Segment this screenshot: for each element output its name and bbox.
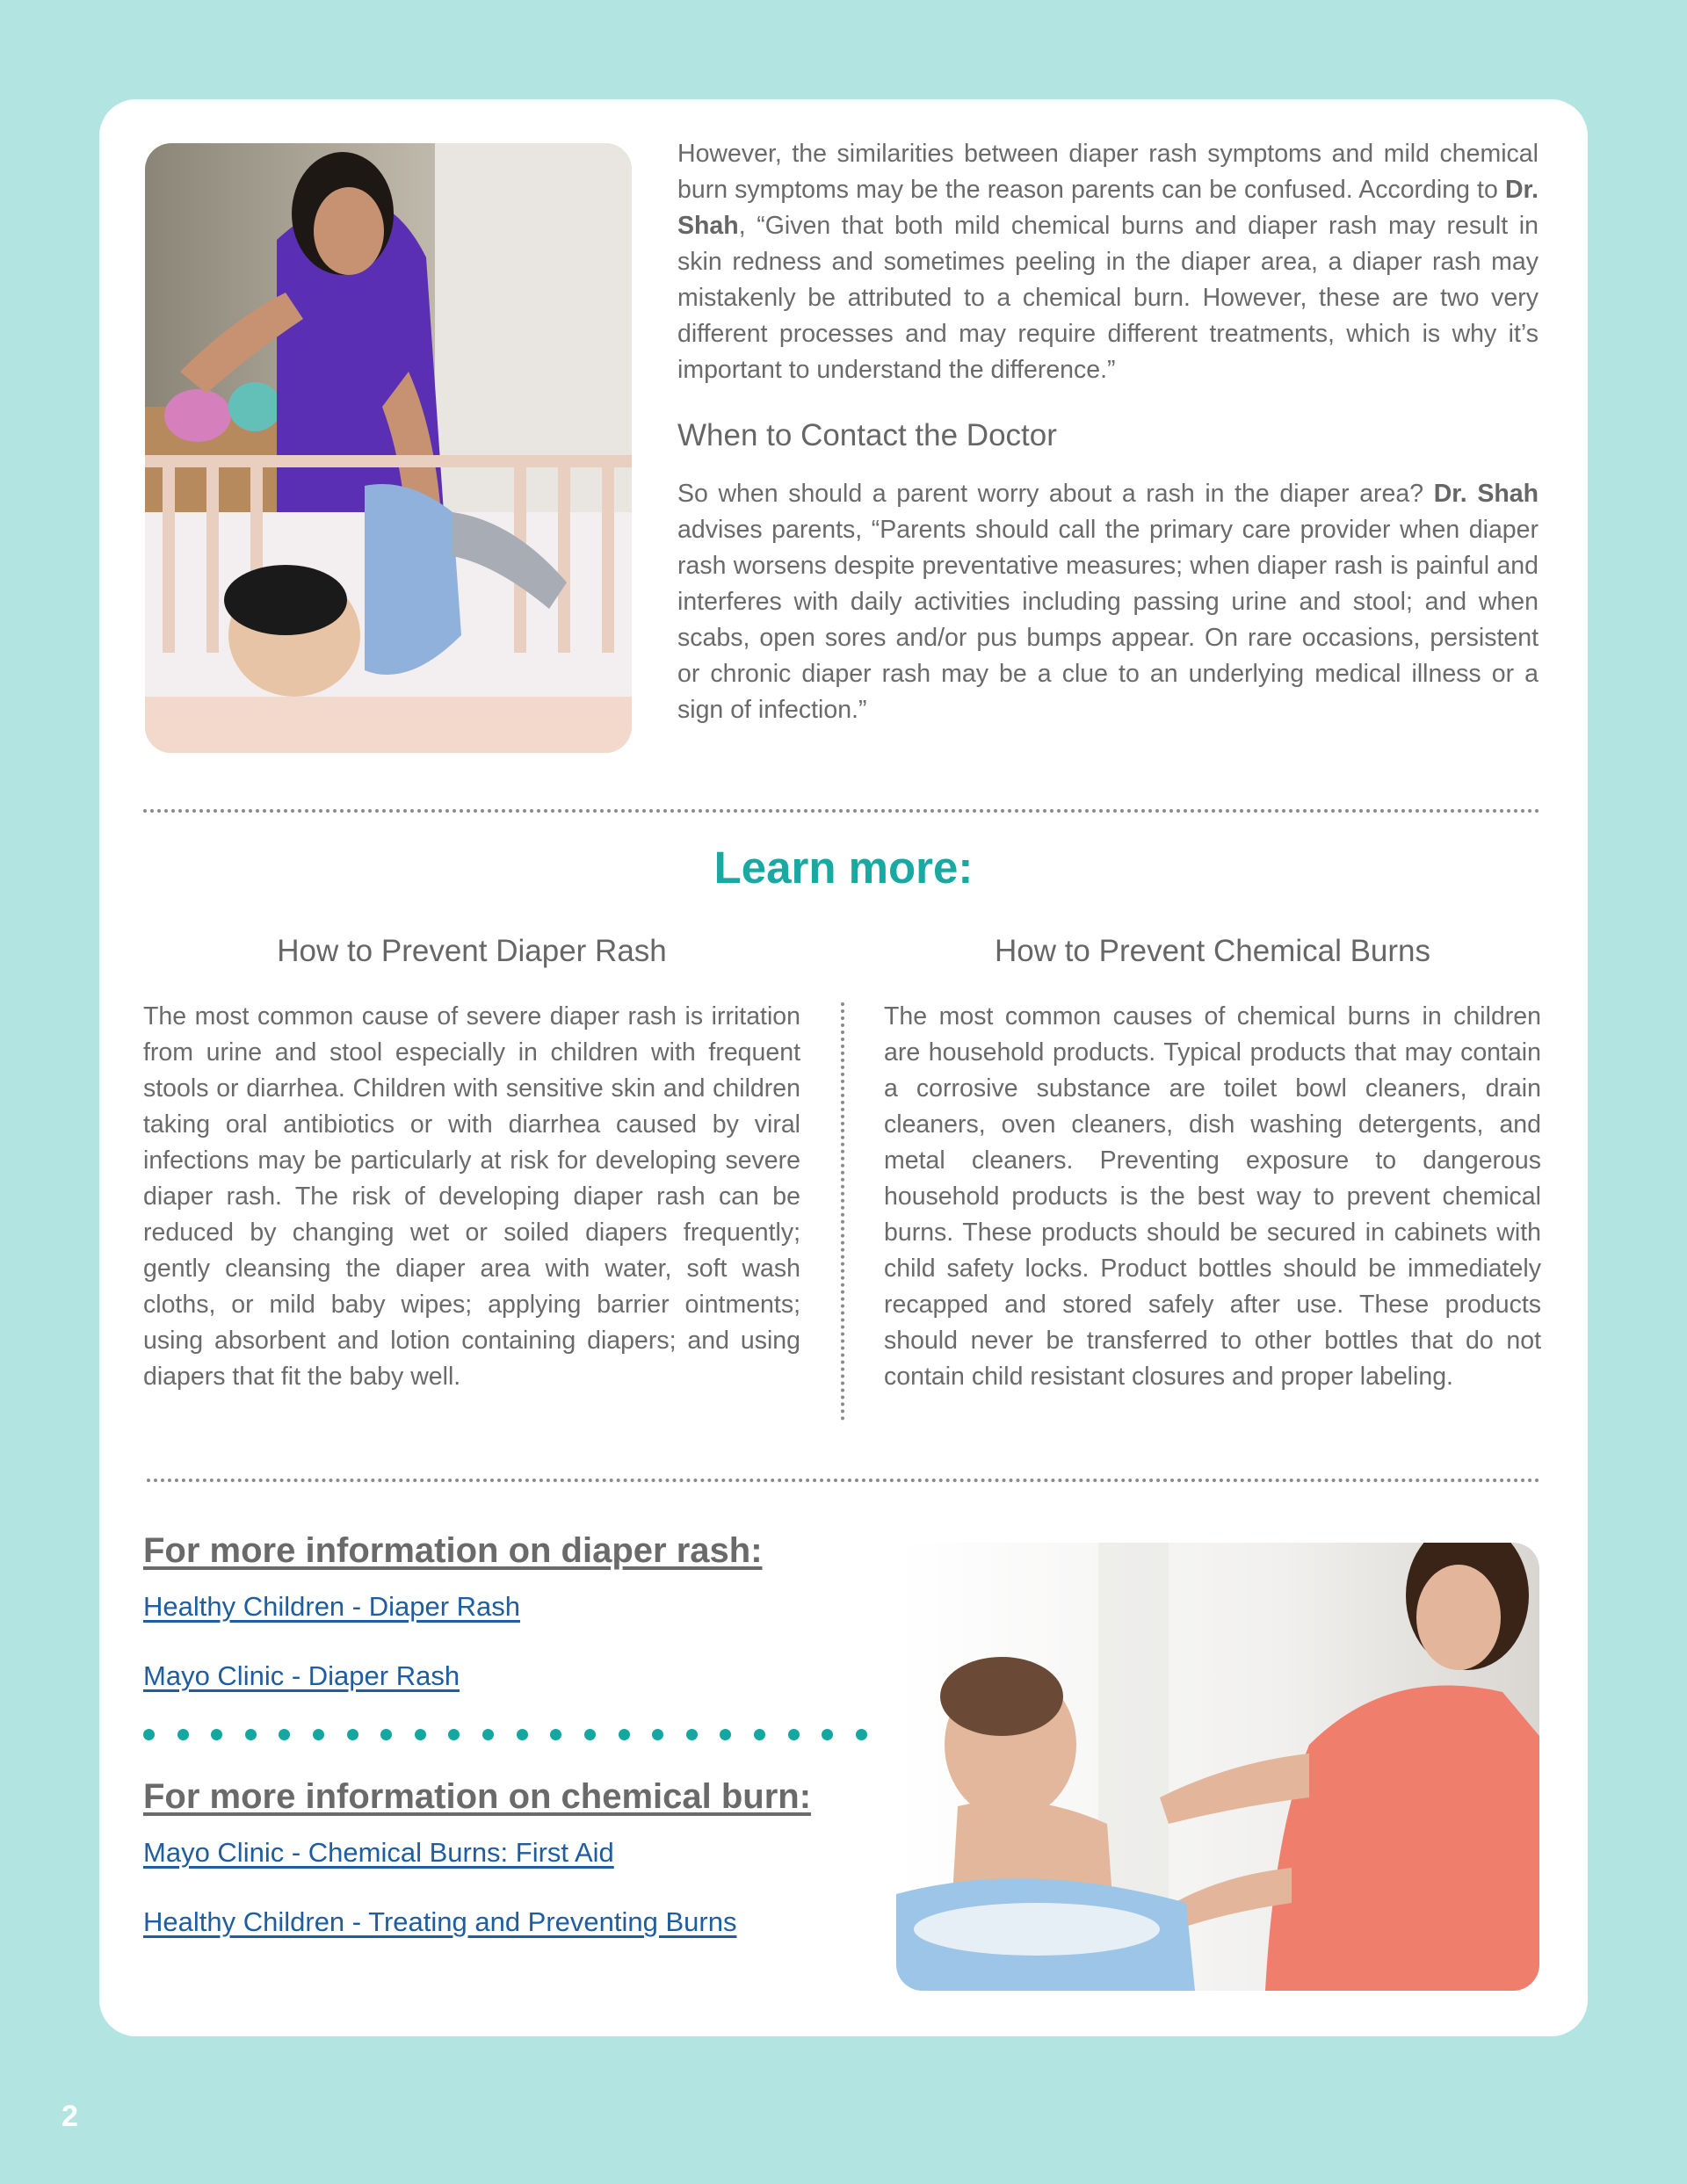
- healthy-children-diaper-rash-link[interactable]: Healthy Children - Diaper Rash: [143, 1591, 521, 1622]
- intro-text-block: [677, 136, 1539, 728]
- diaper-rash-prevention-text: The most common cause of severe diaper rash is irritation from urine and stool especially in children with frequent stools or diarrhea. Children with sensitive skin and children taking oral antibiotics or with diarrhea caused by viral infections may be particularly at risk for developing severe diaper rash. The risk of developing diaper rash can be reduced by changing wet or soiled diapers frequently; gently cleansing the diaper area with water, soft wash cloths, or mild baby wipes; applying barrier ointments; using absorbent and lotion containing diapers; and using diapers that fit the baby well.: [143, 1002, 800, 1391]
- diaper-rash-prevention-column: [143, 934, 800, 1395]
- learn-more-title: Learn more:: [713, 843, 974, 893]
- healthy-children-burns-link[interactable]: Healthy Children - Treating and Preventing Burns: [143, 1906, 737, 1937]
- mayo-clinic-diaper-rash-link[interactable]: Mayo Clinic - Diaper Rash: [143, 1660, 460, 1691]
- chemical-burn-prevention-heading: How to Prevent Chemical Burns: [994, 934, 1431, 968]
- mother-bathing-baby-photo: [896, 1543, 1539, 1991]
- chemical-burn-resources-title: For more information on chemical burn:: [143, 1777, 812, 1816]
- contact-doctor-heading: When to Contact the Doctor: [677, 418, 1057, 452]
- contact-doctor-paragraph: So when should a parent worry about a rash in the diaper area? Dr. Shah advises parents, “Parents should call the primary care provider when diaper rash worsens despite preventative measures; when diaper rash is painful and interferes with daily activities including passing urine and stool; and when scabs, open sores and/or pus bumps appear. On rare occasions, persistent or chronic diaper rash may be a clue to an underlying medical illness or a sign of infection.”: [677, 480, 1539, 724]
- mayo-clinic-chemical-burns-link[interactable]: Mayo Clinic - Chemical Burns: First Aid: [143, 1837, 614, 1868]
- teal-dot-divider: [143, 1729, 867, 1740]
- intro-paragraph: However, the similarities between diaper rash symptoms and mild chemical burn symptoms may be the reason parents can be confused. According to Dr. Shah, “Given that both mild chemical burns and diaper rash may result in skin redness and sometimes peeling in the diaper area, a diaper rash may mistakenly be attributed to a chemical burn. However, these are two very different processes and may require different treatments, which is why it’s important to understand the difference.”: [677, 140, 1539, 384]
- content-card: [99, 99, 1588, 2036]
- vertical-dotted-divider: [841, 1002, 844, 1421]
- dotted-divider: [143, 809, 1540, 813]
- page-number: 2: [62, 2100, 78, 2133]
- resources-section: [143, 1531, 899, 1975]
- doctor-name: Dr. Shah: [677, 176, 1539, 240]
- chemical-burn-prevention-text: The most common causes of chemical burns in children are household products. Typical products that may contain a corrosive substance are toilet bowl cleaners, drain cleaners, oven cleaners, dish washing detergents, and metal cleaners. Preventing exposure to dangerous household products is the best way to prevent chemical burns. These products should be secured in cabinets with child safety locks. Product bottles should be immediately recapped and stored safely after use. These products should never be transferred to other bottles that do not contain child resistant closures and proper labeling.: [884, 1002, 1541, 1391]
- diaper-rash-prevention-heading: How to Prevent Diaper Rash: [277, 934, 667, 968]
- doctor-name: Dr. Shah: [1433, 480, 1539, 508]
- diaper-rash-resources-title: For more information on diaper rash:: [143, 1531, 763, 1570]
- mother-with-baby-in-crib-photo: [145, 143, 632, 753]
- chemical-burn-prevention-column: [884, 934, 1541, 1395]
- dotted-divider: [147, 1479, 1540, 1482]
